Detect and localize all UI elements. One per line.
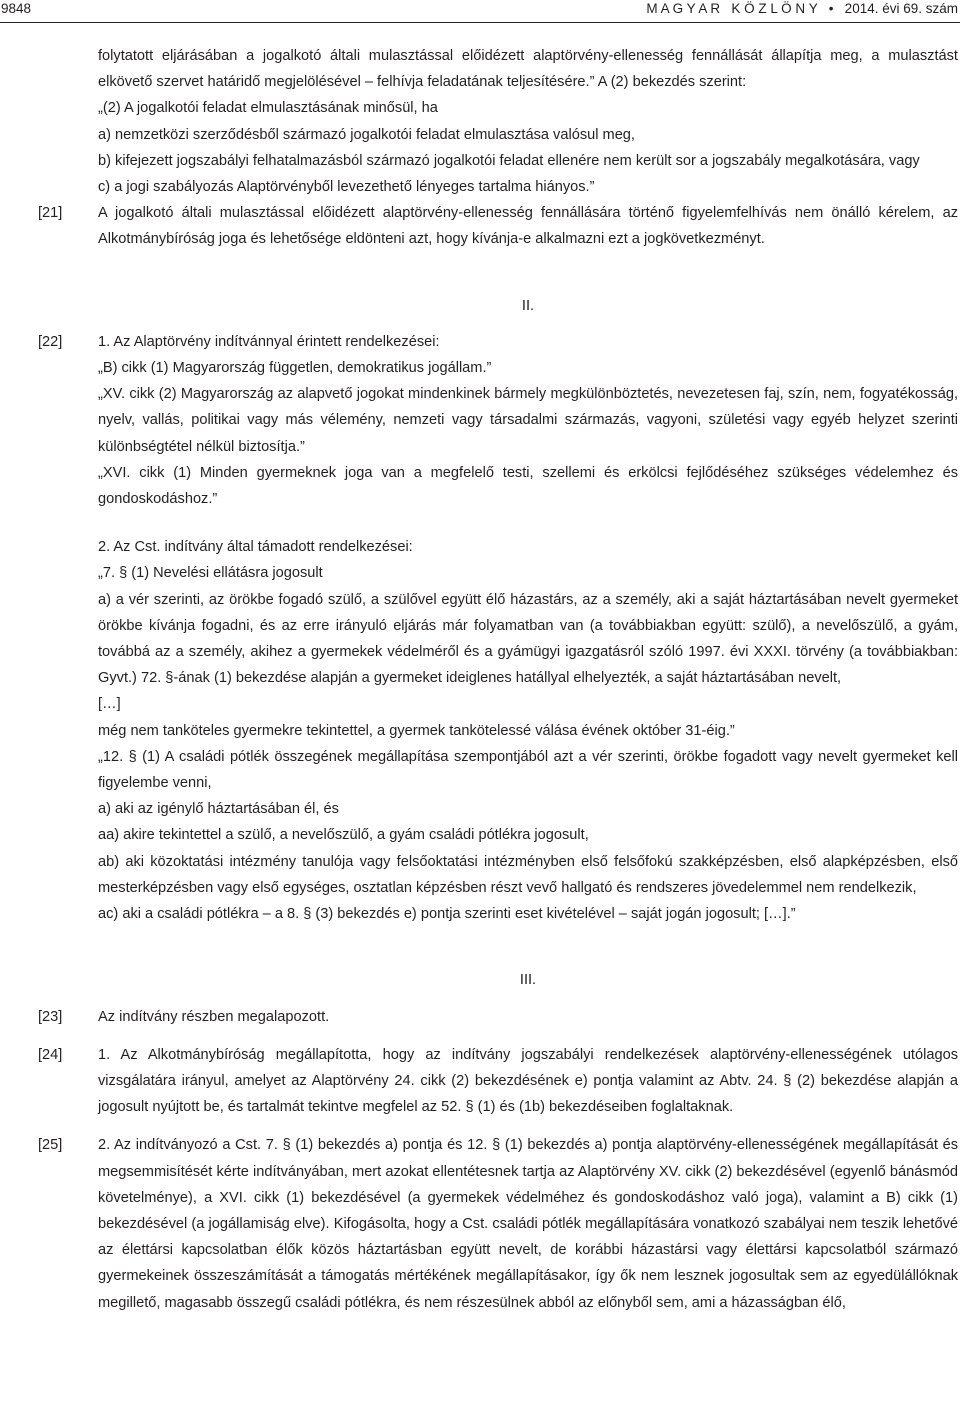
paragraph-number: [21] <box>38 205 63 222</box>
cst-provisions <box>0 534 960 927</box>
paragraph-number: [22] <box>38 333 63 350</box>
header-rule <box>0 22 960 23</box>
paragraph-24 <box>0 1042 960 1121</box>
cst-closing: még nem tanköteles gyermekre tekintettel, a gyermek tankötelessé válása évének október 31-éig.” <box>98 722 735 739</box>
document-body <box>0 43 960 1316</box>
cst-point-a: a) a vér szerinti, az örökbe fogadó szülő, a szülővel együtt élő házastárs, az a személy, aki a saját háztartásában nevelt gyermeket örökbe kívánja fogadni, és az erre irányuló eljárás már folyamatban van (a továbbiakban együtt: szülő), a nevelőszülő, a gyám, továbbá az a személy, akihez a gyermekek védelméről és a gyámügyi igazgatásról szóló 1997. évi XXXI. törvény (a továbbiakban: Gyvt.) 72. §-ának (1) bekezdése alapján a gyermeket ideiglenes hatállyal elhelyezték, a saját háztartásában nevelt, <box>98 591 958 687</box>
continuation-paragraph: folytatott eljárásában a jogalkotó általi mulasztással előidézett alaptörvény-ellenesség fennállását állapítja meg, a mulasztást elkövető szervet határidő megjelölésével – felhívja feladatának teljesítésére.” A (2) bekezdés szerint: <box>98 48 958 91</box>
paragraph-21 <box>0 200 960 252</box>
cst-heading: 2. Az Cst. indítvány által támadott rendelkezései: <box>98 539 413 556</box>
paragraph-number: [23] <box>38 1008 63 1025</box>
ellipsis: […] <box>98 696 121 713</box>
cst-12-point-a: a) aki az igénylő háztartásában él, és <box>98 801 339 818</box>
quoted-paragraph-2: „(2) A jogalkotói feladat elmulasztásának minősül, ha <box>98 100 438 117</box>
quoted-article-b: „B) cikk (1) Magyarország független, demokratikus jogállam.” <box>98 360 492 377</box>
point-c: c) a jogi szabályozás Alaptörvényből levezethető lényeges tartalma hiányos.” <box>98 179 595 196</box>
paragraph-text: 1. Az Alaptörvény indítvánnyal érintett rendelkezései: <box>98 333 440 350</box>
page-header <box>0 0 960 24</box>
paragraph-text: 2. Az indítványozó a Cst. 7. § (1) bekezdés a) pontja és 12. § (1) bekezdés a) pontja alaptörvény-ellenességének megállapítását és megsemmisítését kérte indítványában, mert azokat ellentétesnek tartja az Alaptörvény XV. cikk (2) bekezdésével (egyenlő bánásmód követelménye), a XVI. cikk (1) bekezdésével (a gyermekek védelméhez és gondoskodáshoz való joga), valamint a B) cikk (1) bekezdésével (a jogállamiság elve). Kifogásolta, hogy a Cst. családi pótlék megállapítására vonatkozó szabályai nem teszik lehetővé az élettársi kapcsolatban élők közös háztartásban együtt nevelt, de korábbi házastársi vagy élettársi kapcsolatból származó gyermekeinek összeszámítását a támogatás mértékének megállapításakor, így ők nem lesznek jogosultak sem az egyedülállóknak megillető, magasabb összegű családi pótlékra, és nem részesülnek abból az előnyből sem, ami a házasságban élő, <box>98 1137 958 1311</box>
page-number: 9848 <box>1 1 32 16</box>
quoted-article-xvi: „XVI. cikk (1) Minden gyermeknek joga van a megfelelő testi, szellemi és erkölcsi fejlődéséhez szükséges védelemhez és gondoskodáshoz.” <box>98 464 958 508</box>
paragraph-text: Az indítvány részben megalapozott. <box>98 1008 330 1025</box>
paragraph-22 <box>0 329 960 512</box>
paragraph-number: [25] <box>38 1137 63 1154</box>
cst-12-point-ab: ab) aki közoktatási intézmény tanulója vagy felsőoktatási intézményben első felsőfokú szakképzésben, első alapképzésben, első mesterképzésben vagy első egységes, osztatlan képzésben részt vevő hallgató és rendszeres jövedelemmel nem rendelkezik, <box>98 853 958 896</box>
cst-12-point-aa: aa) akire tekintettel a szülő, a nevelőszülő, a gyám családi pótlékra jogosult, <box>98 827 589 844</box>
point-b: b) kifejezett jogszabályi felhatalmazásból származó jogalkotói feladat ellenére nem került sor a jogszabály megalkotására, vagy <box>98 152 920 169</box>
continuation-block <box>0 43 960 200</box>
section-heading-ii: II. <box>521 297 535 314</box>
cst-section-7: „7. § (1) Nevelési ellátásra jogosult <box>98 565 323 582</box>
paragraph-text: A jogalkotó általi mulasztással előidézett alaptörvény-ellenesség fennállására történő figyelemfelhívás nem önálló kérelem, az Alkotmánybíróság joga és lehetősége eldönteni azt, hogy kívánja-e alkalmazni ezt a jogkövetkezményt. <box>98 205 958 248</box>
paragraph-25 <box>0 1132 960 1315</box>
cst-12-point-ac: ac) aki a családi pótlékra – a 8. § (3) bekezdés e) pontja szerinti eset kivételével – saját jogán jogosult; […].” <box>98 906 796 923</box>
point-a: a) nemzetközi szerződésből származó jogalkotói feladat elmulasztása valósul meg, <box>98 126 635 143</box>
paragraph-23 <box>0 1004 960 1030</box>
cst-section-12: „12. § (1) A családi pótlék összegének megállapítása szempontjából azt a vér szerinti, örökbe fogadott vagy nevelt gyermeket kell figyelembe venni, <box>98 748 958 792</box>
quoted-article-xv: „XV. cikk (2) Magyarország az alapvető jogokat mindenkinek bármely megkülönböztetés, nevezetesen faj, szín, nem, fogyatékosság, nyelv, vallás, politikai vagy más vélemény, nemzeti vagy társadalmi származás, vagyoni, születési vagy egyéb helyzet szerinti különbségtétel nélkül biztosítja.” <box>98 386 958 455</box>
paragraph-number: [24] <box>38 1046 63 1063</box>
paragraph-text: 1. Az Alkotmánybíróság megállapította, hogy az indítvány jogszabályi rendelkezések alaptörvény-ellenességének utólagos vizsgálatára irányul, amelyet az Alaptörvény 24. cikk (2) bekezdésének e) pontja valamint az Abtv. 24. § (2) bekezdése alapján a jogosult nyújtott be, és tartalmát tekintve megfelel az 52. § (1) és (1b) bekezdéseiben foglaltaknak. <box>98 1046 958 1116</box>
running-head: M A G Y A R K Ö Z L Ö N Y • 2014. évi 69. szám <box>646 1 958 16</box>
section-heading-iii: III. <box>519 972 537 989</box>
